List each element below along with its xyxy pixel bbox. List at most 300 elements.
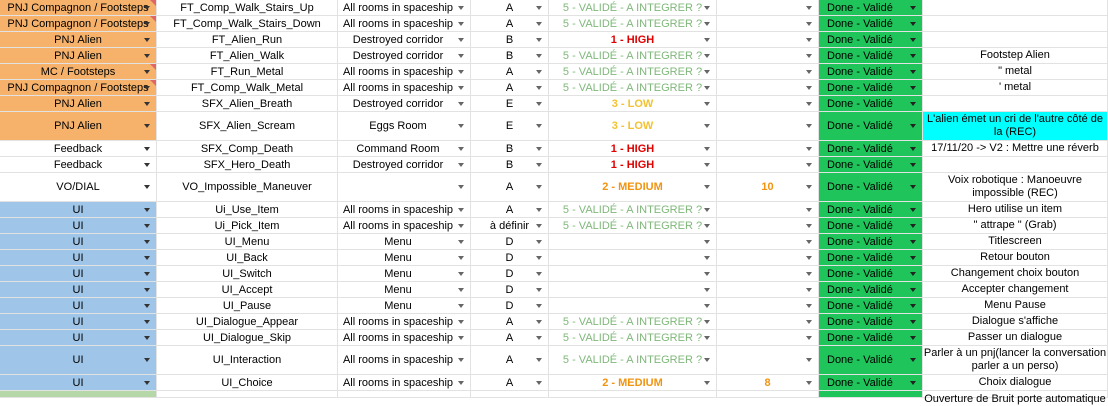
note-cell-text: " attrape " (Grab) (973, 219, 1057, 231)
chevron-down-icon[interactable] (458, 163, 464, 167)
chevron-down-icon[interactable] (458, 38, 464, 42)
chevron-down-icon[interactable] (704, 22, 710, 26)
chevron-down-icon[interactable] (144, 124, 150, 128)
chevron-down-icon[interactable] (536, 381, 542, 385)
chevron-down-icon[interactable] (536, 185, 542, 189)
location-cell[interactable] (338, 32, 471, 47)
chevron-down-icon[interactable] (144, 256, 150, 260)
location-cell-text: Destroyed corridor (352, 158, 444, 171)
number-cell[interactable] (717, 250, 819, 265)
category-cell-text: PNJ Alien (54, 120, 102, 132)
priority-cell[interactable] (471, 80, 549, 95)
priority-cell[interactable] (471, 346, 549, 374)
priority-cell[interactable] (471, 282, 549, 297)
chevron-down-icon[interactable] (536, 163, 542, 167)
chevron-down-icon[interactable] (144, 86, 150, 90)
status-cell[interactable] (549, 202, 717, 217)
category-cell[interactable] (0, 391, 157, 397)
priority-cell[interactable] (471, 314, 549, 329)
chevron-down-icon[interactable] (910, 320, 916, 324)
priority-cell-text: B (505, 142, 514, 155)
chevron-down-icon[interactable] (806, 304, 812, 308)
state-cell[interactable] (819, 391, 923, 397)
status-cell[interactable] (549, 48, 717, 63)
number-cell[interactable] (717, 202, 819, 217)
chevron-down-icon[interactable] (806, 224, 812, 228)
chevron-down-icon[interactable] (536, 272, 542, 276)
chevron-down-icon[interactable] (144, 224, 150, 228)
asset-name-cell (157, 157, 338, 172)
chevron-down-icon[interactable] (458, 304, 464, 308)
category-cell[interactable] (0, 0, 157, 15)
chevron-down-icon[interactable] (910, 240, 916, 244)
chevron-down-icon[interactable] (910, 54, 916, 58)
chevron-down-icon[interactable] (806, 38, 812, 42)
chevron-down-icon[interactable] (704, 6, 710, 10)
location-cell[interactable] (338, 173, 471, 201)
state-cell[interactable] (819, 282, 923, 297)
location-cell[interactable] (338, 266, 471, 281)
category-cell[interactable] (0, 80, 157, 95)
state-cell[interactable] (819, 80, 923, 95)
state-cell[interactable] (819, 250, 923, 265)
chevron-down-icon[interactable] (536, 38, 542, 42)
chevron-down-icon[interactable] (704, 358, 710, 362)
number-cell[interactable] (717, 157, 819, 172)
chevron-down-icon[interactable] (144, 185, 150, 189)
location-cell[interactable] (338, 64, 471, 79)
chevron-down-icon[interactable] (910, 22, 916, 26)
state-cell[interactable] (819, 16, 923, 31)
chevron-down-icon[interactable] (536, 224, 542, 228)
chevron-down-icon[interactable] (910, 86, 916, 90)
chevron-down-icon[interactable] (704, 272, 710, 276)
chevron-down-icon[interactable] (806, 147, 812, 151)
status-cell-text: 5 - VALIDÉ - A INTEGRER ? (562, 81, 703, 94)
note-cell (923, 330, 1108, 345)
asset-name-cell (157, 375, 338, 390)
chevron-down-icon[interactable] (458, 208, 464, 212)
number-cell-text: 8 (764, 376, 771, 389)
chevron-down-icon[interactable] (144, 358, 150, 362)
chevron-down-icon[interactable] (806, 70, 812, 74)
state-cell[interactable] (819, 346, 923, 374)
chevron-down-icon[interactable] (806, 185, 812, 189)
chevron-down-icon[interactable] (806, 102, 812, 106)
chevron-down-icon[interactable] (144, 38, 150, 42)
chevron-down-icon[interactable] (704, 185, 710, 189)
state-cell[interactable] (819, 96, 923, 111)
status-cell-text: 5 - VALIDÉ - A INTEGRER ? (562, 1, 703, 14)
chevron-down-icon[interactable] (458, 22, 464, 26)
chevron-down-icon[interactable] (704, 224, 710, 228)
category-cell[interactable] (0, 112, 157, 140)
chevron-down-icon[interactable] (144, 320, 150, 324)
chevron-down-icon[interactable] (910, 124, 916, 128)
chevron-down-icon[interactable] (704, 163, 710, 167)
category-cell[interactable] (0, 282, 157, 297)
chevron-down-icon[interactable] (458, 185, 464, 189)
location-cell[interactable] (338, 346, 471, 374)
chevron-down-icon[interactable] (458, 124, 464, 128)
chevron-down-icon[interactable] (910, 336, 916, 340)
note-cell (923, 141, 1108, 156)
chevron-down-icon[interactable] (536, 86, 542, 90)
chevron-down-icon[interactable] (910, 163, 916, 167)
table-row (0, 80, 1108, 96)
state-cell[interactable] (819, 48, 923, 63)
status-cell[interactable] (549, 96, 717, 111)
chevron-down-icon[interactable] (536, 336, 542, 340)
priority-cell[interactable] (471, 0, 549, 15)
chevron-down-icon[interactable] (536, 102, 542, 106)
note-cell (923, 157, 1108, 172)
chevron-down-icon[interactable] (806, 358, 812, 362)
chevron-down-icon[interactable] (704, 304, 710, 308)
state-cell[interactable] (819, 64, 923, 79)
chevron-down-icon[interactable] (806, 320, 812, 324)
priority-cell[interactable] (471, 96, 549, 111)
chevron-down-icon[interactable] (458, 147, 464, 151)
number-cell[interactable] (717, 218, 819, 233)
location-cell[interactable] (338, 0, 471, 15)
chevron-down-icon[interactable] (704, 86, 710, 90)
status-cell[interactable] (549, 64, 717, 79)
number-cell[interactable] (717, 80, 819, 95)
chevron-down-icon[interactable] (458, 86, 464, 90)
chevron-down-icon[interactable] (806, 208, 812, 212)
chevron-down-icon[interactable] (144, 147, 150, 151)
number-cell[interactable] (717, 112, 819, 140)
state-cell[interactable] (819, 141, 923, 156)
chevron-down-icon[interactable] (536, 6, 542, 10)
chevron-down-icon[interactable] (536, 54, 542, 58)
number-cell[interactable] (717, 96, 819, 111)
category-cell[interactable] (0, 346, 157, 374)
chevron-down-icon[interactable] (458, 336, 464, 340)
state-cell[interactable] (819, 266, 923, 281)
priority-cell-text: A (505, 181, 514, 193)
category-cell[interactable] (0, 330, 157, 345)
chevron-down-icon[interactable] (536, 304, 542, 308)
chevron-down-icon[interactable] (536, 124, 542, 128)
number-cell[interactable] (717, 346, 819, 374)
chevron-down-icon[interactable] (536, 147, 542, 151)
priority-cell-text: B (505, 158, 514, 171)
chevron-down-icon[interactable] (458, 381, 464, 385)
chevron-down-icon[interactable] (806, 240, 812, 244)
chevron-down-icon[interactable] (910, 102, 916, 106)
number-cell[interactable] (717, 266, 819, 281)
state-cell[interactable] (819, 32, 923, 47)
status-cell[interactable] (549, 80, 717, 95)
chevron-down-icon[interactable] (536, 208, 542, 212)
location-cell[interactable] (338, 218, 471, 233)
chevron-down-icon[interactable] (144, 70, 150, 74)
location-cell-text: Destroyed corridor (352, 49, 444, 62)
location-cell[interactable] (338, 234, 471, 249)
number-cell[interactable] (717, 16, 819, 31)
category-cell[interactable] (0, 266, 157, 281)
location-cell[interactable] (338, 157, 471, 172)
chevron-down-icon[interactable] (910, 185, 916, 189)
priority-cell[interactable] (471, 16, 549, 31)
category-cell[interactable] (0, 314, 157, 329)
chevron-down-icon[interactable] (704, 54, 710, 58)
category-cell[interactable] (0, 157, 157, 172)
chevron-down-icon[interactable] (910, 70, 916, 74)
chevron-down-icon[interactable] (458, 256, 464, 260)
status-cell[interactable] (549, 112, 717, 140)
category-cell[interactable] (0, 202, 157, 217)
chevron-down-icon[interactable] (144, 163, 150, 167)
status-cell[interactable] (549, 157, 717, 172)
chevron-down-icon[interactable] (806, 124, 812, 128)
chevron-down-icon[interactable] (536, 70, 542, 74)
location-cell[interactable] (338, 141, 471, 156)
asset-name-cell (157, 173, 338, 201)
chevron-down-icon[interactable] (536, 320, 542, 324)
chevron-down-icon[interactable] (536, 288, 542, 292)
note-cell (923, 48, 1108, 63)
status-cell[interactable] (549, 16, 717, 31)
asset-name-cell (157, 64, 338, 79)
state-cell[interactable] (819, 157, 923, 172)
chevron-down-icon[interactable] (144, 240, 150, 244)
location-cell[interactable] (338, 96, 471, 111)
location-cell[interactable] (338, 16, 471, 31)
status-cell[interactable] (549, 314, 717, 329)
chevron-down-icon[interactable] (458, 54, 464, 58)
asset-name-cell-text: SFX_Hero_Death (203, 158, 291, 171)
chevron-down-icon[interactable] (458, 240, 464, 244)
chevron-down-icon[interactable] (144, 272, 150, 276)
priority-cell[interactable] (471, 202, 549, 217)
status-cell[interactable] (549, 234, 717, 249)
category-cell[interactable] (0, 96, 157, 111)
status-cell[interactable] (549, 330, 717, 345)
status-cell[interactable] (549, 32, 717, 47)
table-row (0, 218, 1108, 234)
state-cell[interactable] (819, 202, 923, 217)
priority-cell[interactable] (471, 157, 549, 172)
location-cell[interactable] (338, 80, 471, 95)
status-cell[interactable] (549, 375, 717, 390)
state-cell[interactable] (819, 330, 923, 345)
state-cell[interactable] (819, 0, 923, 15)
chevron-down-icon[interactable] (458, 358, 464, 362)
chevron-down-icon[interactable] (704, 288, 710, 292)
priority-cell-text: A (505, 81, 514, 94)
chevron-down-icon[interactable] (704, 124, 710, 128)
chevron-down-icon[interactable] (806, 22, 812, 26)
chevron-down-icon[interactable] (704, 208, 710, 212)
category-cell[interactable] (0, 32, 157, 47)
chevron-down-icon[interactable] (910, 381, 916, 385)
asset-name-cell-text: UI_Interaction (212, 354, 282, 366)
location-cell[interactable] (338, 298, 471, 313)
priority-cell[interactable] (471, 218, 549, 233)
chevron-down-icon[interactable] (806, 336, 812, 340)
chevron-down-icon[interactable] (536, 240, 542, 244)
chevron-down-icon[interactable] (458, 272, 464, 276)
category-cell[interactable] (0, 64, 157, 79)
number-cell[interactable] (717, 298, 819, 313)
location-cell[interactable] (338, 112, 471, 140)
priority-cell[interactable] (471, 173, 549, 201)
chevron-down-icon[interactable] (144, 102, 150, 106)
status-cell[interactable] (549, 173, 717, 201)
chevron-down-icon[interactable] (910, 224, 916, 228)
chevron-down-icon[interactable] (704, 256, 710, 260)
status-cell[interactable] (549, 282, 717, 297)
status-cell-text: 1 - HIGH (610, 33, 655, 46)
chevron-down-icon[interactable] (458, 102, 464, 106)
chevron-down-icon[interactable] (144, 288, 150, 292)
chevron-down-icon[interactable] (536, 22, 542, 26)
location-cell-text: Eggs Room (369, 120, 427, 132)
number-cell[interactable] (717, 173, 819, 201)
chevron-down-icon[interactable] (910, 256, 916, 260)
number-cell[interactable] (717, 48, 819, 63)
status-cell[interactable] (549, 0, 717, 15)
chevron-down-icon[interactable] (536, 358, 542, 362)
asset-name-cell (157, 266, 338, 281)
status-cell[interactable] (549, 218, 717, 233)
asset-name-cell (157, 48, 338, 63)
priority-cell[interactable] (471, 141, 549, 156)
chevron-down-icon[interactable] (144, 381, 150, 385)
chevron-down-icon[interactable] (458, 320, 464, 324)
chevron-down-icon[interactable] (704, 240, 710, 244)
priority-cell[interactable] (471, 112, 549, 140)
chevron-down-icon[interactable] (144, 54, 150, 58)
number-cell[interactable] (717, 234, 819, 249)
chevron-down-icon[interactable] (806, 256, 812, 260)
chevron-down-icon[interactable] (458, 224, 464, 228)
note-cell-text: Titlescreen (988, 235, 1042, 247)
category-cell[interactable] (0, 173, 157, 201)
number-cell[interactable] (717, 375, 819, 390)
chevron-down-icon[interactable] (806, 54, 812, 58)
chevron-down-icon[interactable] (704, 147, 710, 151)
chevron-down-icon[interactable] (704, 102, 710, 106)
chevron-down-icon[interactable] (806, 288, 812, 292)
chevron-down-icon[interactable] (458, 6, 464, 10)
category-cell[interactable] (0, 141, 157, 156)
chevron-down-icon[interactable] (910, 272, 916, 276)
category-cell[interactable] (0, 298, 157, 313)
priority-cell[interactable] (471, 298, 549, 313)
chevron-down-icon[interactable] (144, 6, 150, 10)
number-cell[interactable] (717, 314, 819, 329)
priority-cell[interactable] (471, 266, 549, 281)
category-cell[interactable] (0, 375, 157, 390)
status-cell[interactable] (549, 266, 717, 281)
chevron-down-icon[interactable] (806, 163, 812, 167)
status-cell-text: 2 - MEDIUM (602, 181, 663, 193)
chevron-down-icon[interactable] (704, 381, 710, 385)
category-cell[interactable] (0, 250, 157, 265)
state-cell[interactable] (819, 234, 923, 249)
chevron-down-icon[interactable] (910, 38, 916, 42)
priority-cell[interactable] (471, 64, 549, 79)
chevron-down-icon[interactable] (704, 320, 710, 324)
status-cell[interactable] (549, 346, 717, 374)
priority-cell[interactable] (471, 250, 549, 265)
priority-cell[interactable] (471, 32, 549, 47)
priority-cell[interactable] (471, 330, 549, 345)
chevron-down-icon[interactable] (704, 70, 710, 74)
priority-cell[interactable] (471, 48, 549, 63)
chevron-down-icon[interactable] (144, 304, 150, 308)
table-row (0, 32, 1108, 48)
chevron-down-icon[interactable] (806, 272, 812, 276)
number-cell[interactable] (717, 64, 819, 79)
number-cell[interactable] (717, 282, 819, 297)
number-cell[interactable] (717, 141, 819, 156)
number-cell[interactable] (717, 0, 819, 15)
location-cell[interactable] (338, 48, 471, 63)
priority-cell[interactable] (471, 375, 549, 390)
location-cell[interactable] (338, 330, 471, 345)
status-cell[interactable] (549, 250, 717, 265)
location-cell[interactable] (338, 202, 471, 217)
category-cell[interactable] (0, 218, 157, 233)
location-cell[interactable] (338, 375, 471, 390)
category-cell[interactable] (0, 48, 157, 63)
state-cell[interactable] (819, 173, 923, 201)
chevron-down-icon[interactable] (144, 208, 150, 212)
note-cell (923, 314, 1108, 329)
number-cell[interactable] (717, 32, 819, 47)
location-cell-text: Command Room (356, 142, 440, 155)
state-cell[interactable] (819, 218, 923, 233)
state-cell[interactable] (819, 298, 923, 313)
status-cell[interactable] (549, 141, 717, 156)
chevron-down-icon[interactable] (910, 304, 916, 308)
chevron-down-icon[interactable] (806, 6, 812, 10)
location-cell[interactable] (338, 250, 471, 265)
status-cell[interactable] (549, 298, 717, 313)
chevron-down-icon[interactable] (144, 22, 150, 26)
chevron-down-icon[interactable] (536, 256, 542, 260)
chevron-down-icon[interactable] (806, 381, 812, 385)
asset-name-cell (157, 330, 338, 345)
number-cell[interactable] (717, 330, 819, 345)
chevron-down-icon[interactable] (704, 336, 710, 340)
location-cell[interactable] (338, 282, 471, 297)
state-cell[interactable] (819, 314, 923, 329)
category-cell[interactable] (0, 234, 157, 249)
state-cell-text: Done - Validé (827, 181, 893, 193)
chevron-down-icon[interactable] (910, 6, 916, 10)
category-cell[interactable] (0, 16, 157, 31)
location-cell[interactable] (338, 314, 471, 329)
chevron-down-icon[interactable] (910, 358, 916, 362)
chevron-down-icon[interactable] (458, 288, 464, 292)
chevron-down-icon[interactable] (704, 38, 710, 42)
state-cell[interactable] (819, 112, 923, 140)
chevron-down-icon[interactable] (910, 208, 916, 212)
state-cell[interactable] (819, 375, 923, 390)
chevron-down-icon[interactable] (910, 147, 916, 151)
chevron-down-icon[interactable] (806, 86, 812, 90)
chevron-down-icon[interactable] (144, 336, 150, 340)
chevron-down-icon[interactable] (458, 70, 464, 74)
chevron-down-icon[interactable] (910, 288, 916, 292)
priority-cell[interactable] (471, 234, 549, 249)
